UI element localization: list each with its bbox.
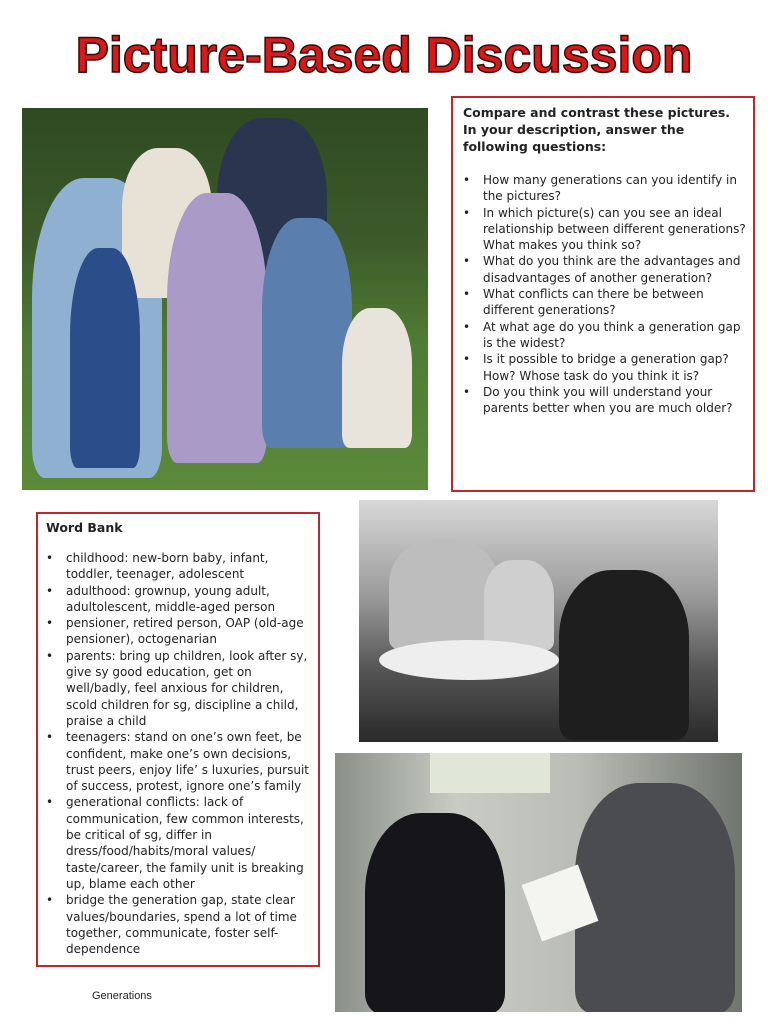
- word-bank-item: • teenagers: stand on one’s own feet, be confident, make one’s own decisions, trust peers, enjoy life’ s luxuries, pursuit of success, protest, ignore one’s family: [46, 729, 314, 794]
- question-item: • Is it possible to bridge a generation gap? How? Whose task do you think it is?: [463, 351, 747, 384]
- left-column: [36, 512, 320, 1003]
- family-photo: [22, 108, 428, 490]
- word-bank-item: • adulthood: grownup, young adult, adultolescent, middle-aged person: [46, 583, 314, 616]
- question-item: • How many generations can you identify in the pictures?: [463, 172, 747, 205]
- page-title: Picture-Based Discussion: [75, 27, 693, 83]
- caption: Generations: [92, 990, 152, 1003]
- question-item: • What conflicts can there be between different generations?: [463, 286, 747, 319]
- discussion-questions-box: [451, 96, 755, 492]
- grandmother-child-photo: [359, 500, 718, 742]
- questions-heading: Compare and contrast these pictures. In your description, answer the following questions:: [463, 105, 731, 154]
- word-bank-item: • childhood: new-born baby, infant, toddler, teenager, adolescent: [46, 550, 314, 583]
- train-passengers-photo: [335, 753, 742, 1012]
- word-bank-box: [36, 512, 320, 967]
- question-item: • At what age do you think a generation gap is the widest?: [463, 319, 747, 352]
- question-item: • What do you think are the advantages and disadvantages of another generation?: [463, 253, 747, 286]
- word-bank-item: • pensioner, retired person, OAP (old-age pensioner), octogenarian: [46, 615, 314, 648]
- word-bank-item: • generational conflicts: lack of communication, few common interests, be critical of sg, differ in dress/food/habits/moral values/ taste/career, the family unit is breaking up, blame each other: [46, 794, 314, 892]
- word-bank-item: • bridge the generation gap, state clear values/boundaries, spend a lot of time together, communicate, foster self-dependence: [46, 892, 314, 957]
- question-item: • Do you think you will understand your parents better when you are much older?: [463, 384, 747, 417]
- word-bank-heading: Word Bank: [46, 520, 123, 535]
- word-bank-item: • parents: bring up children, look after sy, give sy good education, get on well/badly, feel anxious for children, scold children for sg, discipline a child, praise a child: [46, 648, 314, 729]
- word-bank-list: [46, 550, 314, 957]
- questions-list: [463, 172, 747, 416]
- question-item: • In which picture(s) can you see an ideal relationship between different generations? What makes you think so?: [463, 205, 747, 254]
